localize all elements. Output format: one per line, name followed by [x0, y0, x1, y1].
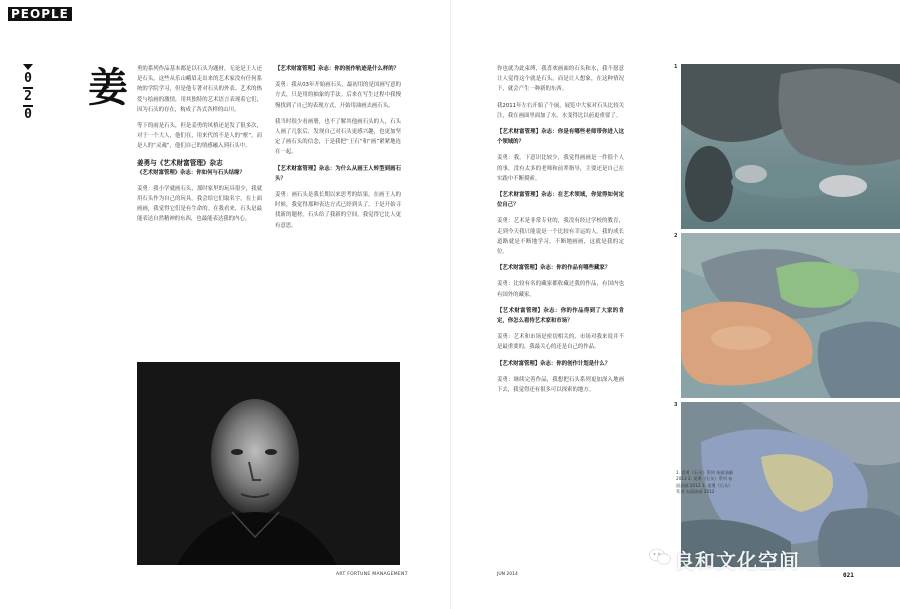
painting-1 [681, 64, 900, 229]
artist-portrait-photo [137, 362, 400, 565]
paragraph: 你也就为此束缚，我喜欢画面的石头和水，我不愿意让人觉得这个就是石头，而是让人想象，在这种情况下，就会产生一种新的东西。 [497, 66, 624, 93]
issue-date-caption: JUN 2014 [497, 572, 518, 577]
question: 【艺术财富管理】杂志：你的创作轨迹是什么样的？ [275, 66, 399, 72]
question: 【艺术财富管理】杂志：你的创作计划是什么？ [497, 360, 611, 367]
paragraph: 姜勇：我，下意识比较少，我觉得画画是一件很个人的事，没有太多的老师和前辈指导，主要还是自己在实践中不断摸索。 [497, 155, 624, 182]
question: 【艺术财富管理】杂志：为什么从画王人转型到画石头？ [275, 165, 401, 182]
down-arrow-icon [23, 64, 33, 70]
paragraph: 勇的系列作品基本都是以石头为题材，无论是王人还是石头，这些从乐山峨眉走出来的艺术家没有任何系统的学院学习，但是他专著对石头的外表、艺术的热爱与绘画的激情，用其独特的艺术语言表现着它们，因为石头的存在，构成了各式各样的山川。 [137, 66, 262, 113]
paragraph: 姜勇：画石头是我长期以来思考的结果，在画王人的时候，我觉得那种表达方式已经到头了，于是开始寻找新的题材。石头给了我新的空间，我觉得它比人更有意思。 [275, 192, 401, 229]
article-column-1 [137, 64, 262, 231]
wechat-icon [649, 548, 671, 570]
watermark-text: 良和文化空间 [674, 549, 800, 573]
painting-number: 1 [674, 64, 678, 70]
section-tag: PEOPLE [8, 7, 72, 21]
painting-2 [681, 233, 900, 398]
question: 【艺术财富管理】杂志：你是有哪些老师带你进入这个领域的？ [497, 129, 624, 146]
paragraph: 姜勇：我从03年开始画石头，最初用的是国画写意的方式，只是用的抽象的手法。后来在写生过程中我慢慢找到了自己的表现方式，开始用油画去画石头。 [275, 82, 401, 109]
article-column-2 [275, 64, 401, 237]
painting-number: 3 [674, 402, 678, 408]
page-spine [450, 0, 451, 609]
paragraph: 姜勇：艺术和市场是密切相关的，市场对我来说并不是最重要的，我最关心的还是自己的作品。 [497, 334, 624, 351]
magazine-name-caption: ART FORTUNE MANAGEMENT [336, 572, 408, 577]
question: 《艺术财富管理》杂志：你如何与石头结缘？ [137, 169, 245, 176]
right-page-number: 021 [843, 572, 854, 579]
paragraph: 等下的雨是石头，但是姜勇的风格还是发了很多次，对于一个大人，他们在，用来代的不是人的“框”，而是人的“灵魂”，他们自己的情感融入到石头中。 [137, 123, 262, 150]
question: 【艺术财富管理】杂志：你的作品得到了大家的肯定，你怎么看待艺术家和市场？ [497, 307, 624, 325]
article-big-char: 姜 [88, 64, 128, 111]
page-digit: 0 [24, 71, 32, 86]
paragraph: 姜勇：继续完善作品，我想把石头系列更加深入地画下去，我觉得还有很多可以探索的地方。 [497, 376, 624, 394]
question: 【艺术财富管理】杂志：在艺术领域，你觉得如何定位自己？ [497, 192, 624, 209]
left-page-number [21, 64, 35, 122]
paragraph: 姜勇：艺术是非常专业的，我没有经过学校的教育，走到今天我只能说是一个比较有幸运的人。我的成长道路就是不断地学习，不断地画画，这就是我的定位。 [497, 218, 624, 256]
paragraph: 我2011年左右开始了个展，展览中大家对石头比较关注，我在画面里面加了水，水变得比以前更重要了。 [497, 102, 624, 119]
question: 【艺术财富管理】杂志：你的作品有哪些藏家？ [497, 265, 611, 272]
section-heading: 姜勇与《艺术财富管理》杂志 [137, 158, 223, 167]
painting-caption: 1. 姜勇《石头》系列 布面油画 2013 2. 姜勇《石头》系列 布面油画 2012 3. 姜勇《石头》系列 布面油画 2012 [676, 470, 733, 495]
paragraph: 姜勇：我小学就画石头，那时家里的玩具很少，我就用石头作为自己的玩具。我会给它们取名字，在上面画画，我觉得它们是有生命的。在我看来，石头是最能表达自然精神的东西，也最能表达我的内心。 [137, 185, 262, 223]
paragraph: 姜勇：比较有名的藏家都收藏过我的作品，有国内也有国外的藏家。 [497, 281, 624, 298]
painting-number: 2 [674, 233, 678, 239]
page-digit: 2 [24, 89, 32, 104]
paragraph: 我当时很少看画册，也不了解其他画石头的人，石头人画了几张后，发现自己对石头更感兴趣，也更加坚定了画石头的信念，于是我把“王石”和“画”紧紧地连在一起。 [275, 118, 401, 156]
article-column-3 [497, 64, 624, 401]
page-digit: 0 [24, 107, 32, 122]
